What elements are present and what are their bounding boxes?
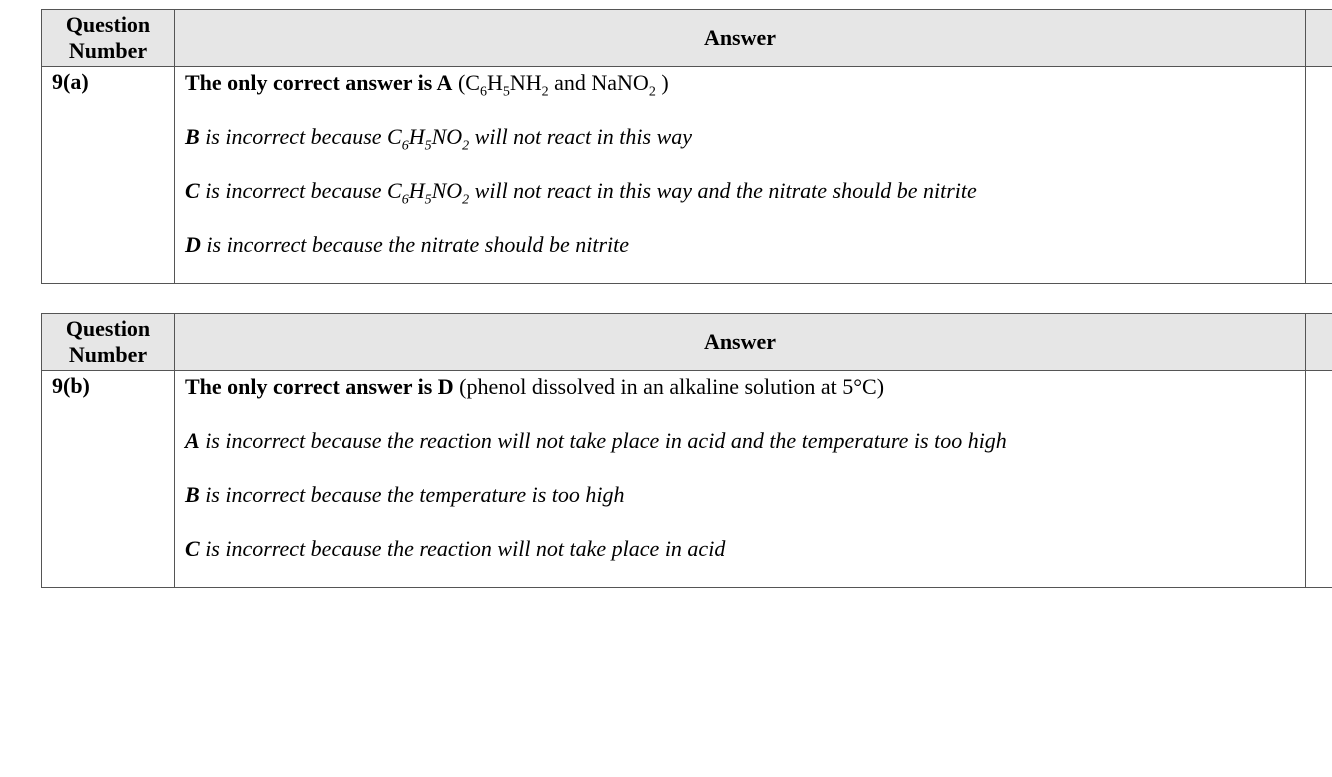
header-row bbox=[42, 10, 1332, 67]
mark-header bbox=[1306, 10, 1332, 67]
distractor-text: is incorrect because the temperature is too high bbox=[199, 482, 625, 507]
distractor-line bbox=[185, 231, 1295, 258]
mark-header bbox=[1306, 314, 1332, 371]
question-number-header: Question Number bbox=[42, 314, 175, 371]
distractor-line bbox=[185, 427, 1295, 454]
distractor-text: is incorrect because $C_6H_5NO_2$ will not react in this way and the nitrate should be nitrite bbox=[199, 178, 977, 208]
question-number: 9(a) bbox=[42, 67, 175, 284]
distractor-text: is incorrect because the reaction will not take place in acid and the temperature is too high bbox=[199, 428, 1007, 453]
correct-answer-line bbox=[185, 69, 1295, 100]
mark-scheme-table-9b bbox=[41, 313, 1332, 588]
answer-header: Answer bbox=[175, 314, 1306, 371]
answer-header: Answer bbox=[175, 10, 1306, 67]
distractor-letter: C bbox=[185, 536, 200, 561]
distractor-text: is incorrect because the reaction will not take place in acid bbox=[199, 536, 726, 561]
distractor-line bbox=[185, 535, 1295, 562]
answer-row bbox=[42, 371, 1332, 588]
mark-cell bbox=[1306, 371, 1332, 588]
mark-cell bbox=[1306, 67, 1332, 284]
distractor-line bbox=[185, 123, 1295, 154]
correct-answer-lead: The only correct answer is A bbox=[185, 70, 453, 95]
distractor-text: is incorrect because $C_6H_5NO_2$ will not react in this way bbox=[199, 124, 693, 154]
correct-answer-lead: The only correct answer is D bbox=[185, 374, 454, 399]
distractor-line bbox=[185, 177, 1295, 208]
correct-answer-detail: (phenol dissolved in an alkaline solution at 5°C) bbox=[453, 374, 885, 399]
mark-scheme-table-9a bbox=[41, 9, 1332, 284]
correct-answer-detail: ($C_6H_5NH_2$ and NaNO$_2$ ) bbox=[452, 70, 669, 100]
distractor-letter: D bbox=[185, 232, 201, 257]
distractor-line bbox=[185, 481, 1295, 508]
question-number: 9(b) bbox=[42, 371, 175, 588]
answer-cell bbox=[175, 67, 1306, 284]
distractor-letter: B bbox=[185, 124, 200, 149]
distractor-letter: B bbox=[185, 482, 200, 507]
correct-answer-line bbox=[185, 373, 1295, 400]
distractor-letter: C bbox=[185, 178, 200, 203]
distractor-text: is incorrect because the nitrate should be nitrite bbox=[200, 232, 629, 257]
answer-row bbox=[42, 67, 1332, 284]
distractor-letter: A bbox=[185, 428, 200, 453]
header-row bbox=[42, 314, 1332, 371]
answer-cell bbox=[175, 371, 1306, 588]
question-number-header: Question Number bbox=[42, 10, 175, 67]
